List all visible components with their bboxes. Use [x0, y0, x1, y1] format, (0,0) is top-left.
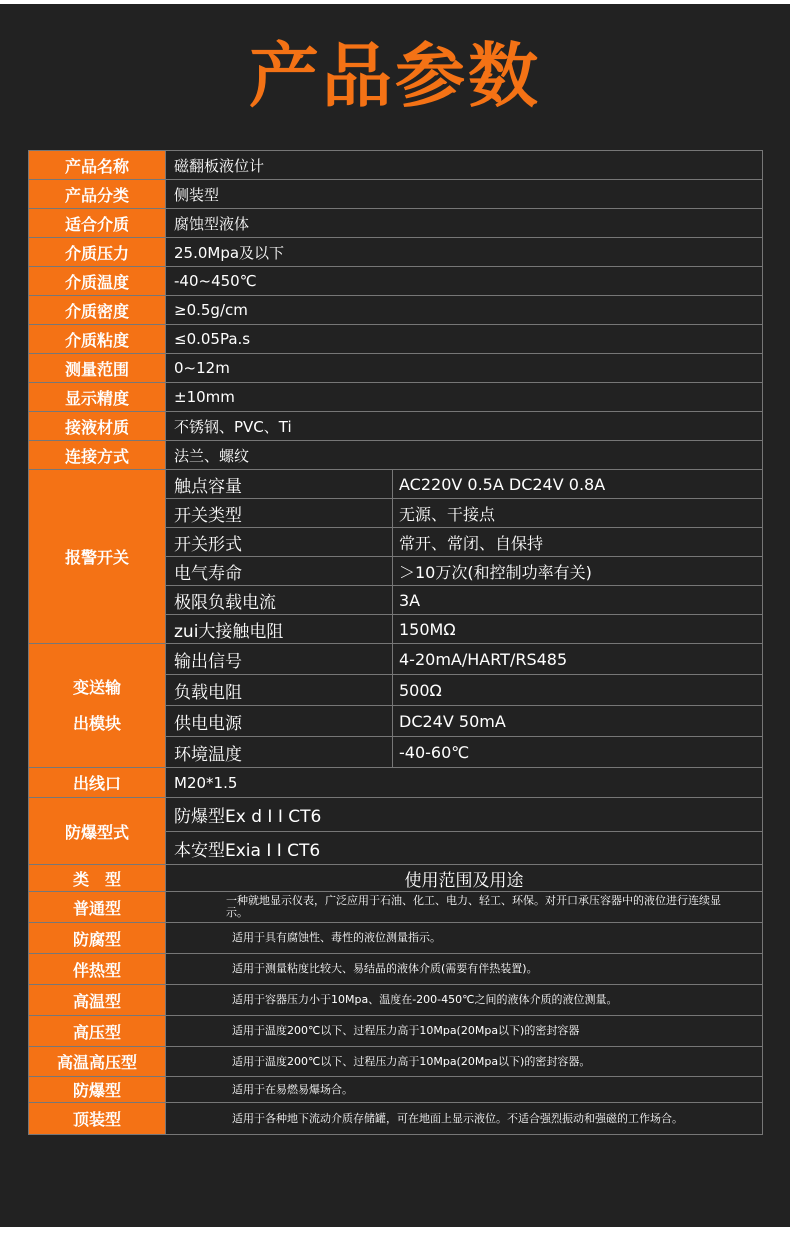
row-label: 测量范围: [29, 354, 166, 383]
row-value: 不锈钢、PVC、Ti: [166, 412, 763, 441]
row-label: 接液材质: [29, 412, 166, 441]
row-label: 产品分类: [29, 180, 166, 209]
table-row: [29, 267, 763, 296]
usage-type-label: 伴热型: [29, 954, 166, 985]
row-label: 产品名称: [29, 151, 166, 180]
table-row: [29, 325, 763, 354]
row-label: 介质温度: [29, 267, 166, 296]
table-row: [29, 768, 763, 798]
alarm-param-name: 开关形式: [166, 528, 393, 557]
usage-type-label: 防爆型: [29, 1077, 166, 1103]
table-row: [29, 209, 763, 238]
usage-description: 适用于测量粘度比较大、易结晶的液体介质(需要有伴热装置)。: [166, 954, 763, 985]
transmitter-param-name: 输出信号: [166, 644, 393, 675]
alarm-param-name: 开关类型: [166, 499, 393, 528]
row-label: 连接方式: [29, 441, 166, 470]
alarm-switch-label: 报警开关: [29, 470, 166, 644]
usage-type-label: 高压型: [29, 1016, 166, 1047]
usage-header-label: 类 型: [29, 865, 166, 892]
alarm-param-name: 触点容量: [166, 470, 393, 499]
row-label: 介质粘度: [29, 325, 166, 354]
usage-description: 适用于各种地下流动介质存储罐，可在地面上显示液位。不适合强烈振动和强磁的工作场合。: [166, 1103, 763, 1135]
transmitter-row: [29, 644, 763, 675]
row-label: 适合介质: [29, 209, 166, 238]
table-row: [29, 238, 763, 267]
outlet-label: 出线口: [29, 768, 166, 798]
row-value: 腐蚀型液体: [166, 209, 763, 238]
usage-description: 一种就地显示仪表，广泛应用于石油、化工、电力、轻工、环保。对开口承压容器中的液位进行连续显示。: [166, 892, 763, 923]
explosion-value: 本安型Exia I I CT6: [166, 832, 763, 865]
alarm-param-value: 无源、干接点: [393, 499, 763, 528]
usage-row: [29, 954, 763, 985]
usage-row: [29, 1077, 763, 1103]
table-row: [29, 383, 763, 412]
row-label: 介质密度: [29, 296, 166, 325]
usage-description: 适用于温度200℃以下、过程压力高于10Mpa(20Mpa以下)的密封容器: [166, 1016, 763, 1047]
table-row: [29, 296, 763, 325]
transmitter-label-line: 出模块: [72, 713, 121, 733]
row-value: 0~12m: [166, 354, 763, 383]
spec-table: [28, 150, 763, 1135]
alarm-param-name: zui大接触电阻: [166, 615, 393, 644]
usage-row: [29, 1047, 763, 1077]
outlet-value: M20*1.5: [166, 768, 763, 798]
row-value: 侧装型: [166, 180, 763, 209]
usage-row: [29, 985, 763, 1016]
alarm-row: [29, 470, 763, 499]
transmitter-param-name: 负载电阻: [166, 675, 393, 706]
transmitter-param-value: 4-20mA/HART/RS485: [393, 644, 763, 675]
usage-type-label: 普通型: [29, 892, 166, 923]
usage-header-row: [29, 865, 763, 892]
explosion-row: [29, 798, 763, 832]
transmitter-label-line: 变送输: [72, 677, 121, 697]
row-value: 25.0Mpa及以下: [166, 238, 763, 267]
alarm-param-value: AC220V 0.5A DC24V 0.8A: [393, 470, 763, 499]
transmitter-module-label: [29, 644, 166, 768]
alarm-param-value: 常开、常闭、自保持: [393, 528, 763, 557]
alarm-param-name: 电气寿命: [166, 557, 393, 586]
top-border: [0, 0, 790, 4]
table-row: [29, 354, 763, 383]
alarm-param-value: 150MΩ: [393, 615, 763, 644]
row-value: -40~450℃: [166, 267, 763, 296]
usage-description: 适用于在易燃易爆场合。: [166, 1077, 763, 1103]
table-row: [29, 441, 763, 470]
transmitter-param-value: DC24V 50mA: [393, 706, 763, 737]
table-row: [29, 412, 763, 441]
table-row: [29, 151, 763, 180]
transmitter-param-name: 供电电源: [166, 706, 393, 737]
usage-header-value: 使用范围及用途: [166, 865, 763, 892]
usage-row: [29, 1016, 763, 1047]
table-row: [29, 180, 763, 209]
usage-type-label: 高温高压型: [29, 1047, 166, 1077]
row-label: 显示精度: [29, 383, 166, 412]
alarm-param-name: 极限负载电流: [166, 586, 393, 615]
transmitter-param-value: 500Ω: [393, 675, 763, 706]
transmitter-param-name: 环境温度: [166, 737, 393, 768]
usage-row: [29, 1103, 763, 1135]
page-title: 产品参数: [249, 35, 541, 117]
usage-type-label: 防腐型: [29, 923, 166, 954]
row-value: ±10mm: [166, 383, 763, 412]
usage-description: 适用于容器压力小于10Mpa、温度在-200-450℃之间的液体介质的液位测量。: [166, 985, 763, 1016]
row-label: 介质压力: [29, 238, 166, 267]
row-value: ≥0.5g/cm: [166, 296, 763, 325]
usage-row: [29, 892, 763, 923]
usage-description: 适用于温度200℃以下、过程压力高于10Mpa(20Mpa以下)的密封容器。: [166, 1047, 763, 1077]
row-value: 磁翻板液位计: [166, 151, 763, 180]
alarm-param-value: 3A: [393, 586, 763, 615]
usage-type-label: 高温型: [29, 985, 166, 1016]
usage-type-label: 顶装型: [29, 1103, 166, 1135]
row-value: ≤0.05Pa.s: [166, 325, 763, 354]
explosion-label: 防爆型式: [29, 798, 166, 865]
explosion-value: 防爆型Ex d I I CT6: [166, 798, 763, 832]
usage-row: [29, 923, 763, 954]
alarm-param-value: ＞10万次(和控制功率有关): [393, 557, 763, 586]
row-value: 法兰、螺纹: [166, 441, 763, 470]
usage-description: 适用于具有腐蚀性、毒性的液位测量指示。: [166, 923, 763, 954]
transmitter-param-value: -40-60℃: [393, 737, 763, 768]
bottom-border: [0, 1227, 790, 1234]
